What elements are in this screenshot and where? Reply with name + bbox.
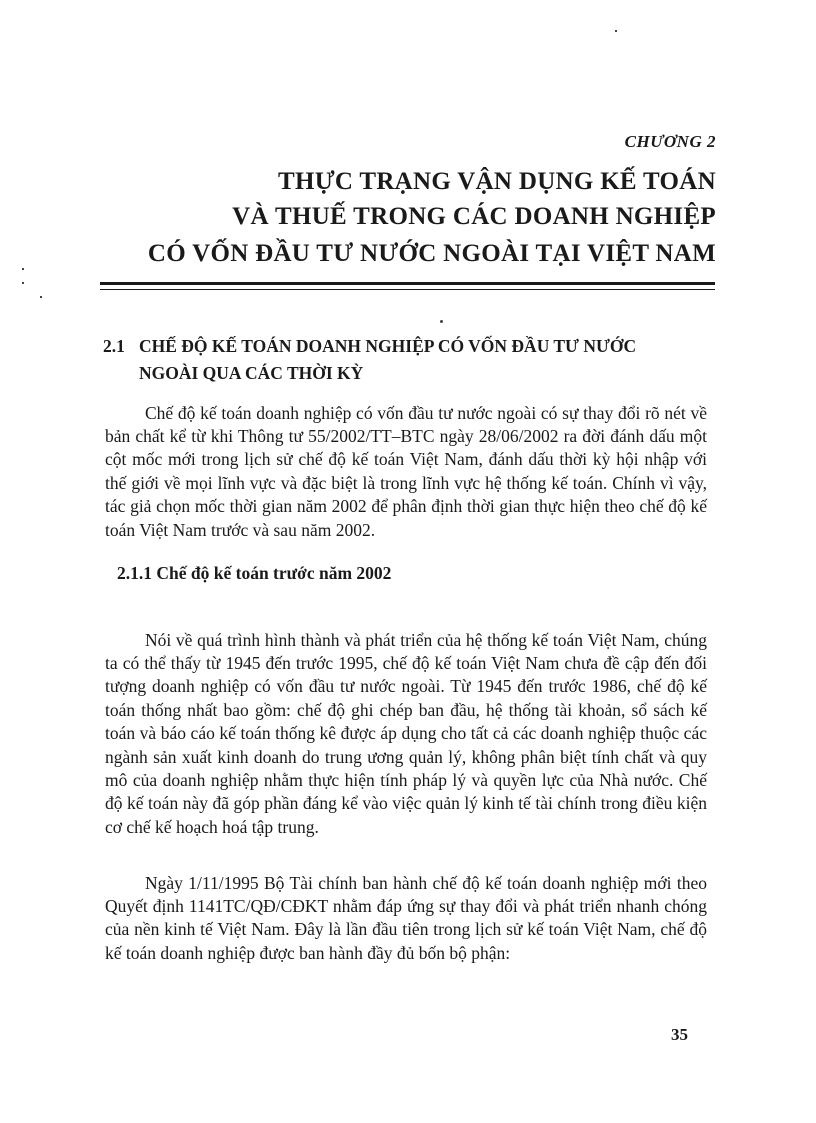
- scan-speck: [22, 268, 24, 270]
- title-underline-thin: [100, 289, 715, 290]
- title-underline-thick: [100, 282, 715, 285]
- section-heading: [103, 333, 723, 387]
- section-heading-line-1: [103, 333, 723, 360]
- chapter-title-line-1: THỰC TRẠNG VẬN DỤNG KẾ TOÁN: [277, 168, 716, 195]
- chapter-title-line-3: CÓ VỐN ĐẦU TƯ NƯỚC NGOÀI TẠI VIỆT NAM: [147, 240, 716, 267]
- paragraph-history: Nói về quá trình hình thành và phát triển của hệ thống kế toán Việt Nam, chúng ta có thể thấy từ 1945 đến trước 1995, chế độ kế toán Việt Nam chưa đề cập đến đối tượng doanh nghiệp có vốn đầu tư nước ngoài. Từ 1945 đến trước 1986, chế độ kế toán thống nhất bao gồm: chế độ ghi chép ban đầu, hệ thống tài khoản, sổ sách kế toán và báo cáo kế toán thống kê được áp dụng cho tất cả các doanh nghiệp thuộc các ngành sản xuất kinh doanh do trung ương quản lý, không phân biệt tính chất và quy mô của doanh nghiệp nhằm thực hiện tính pháp lý và quyền lực của Nhà nước. Chế độ kế toán này đã góp phần đáng kể vào việc quản lý kinh tế tài chính trong điều kiện cơ chế kế hoạch hoá tập trung.: [105, 629, 707, 837]
- subsection-heading: 2.1.1 Chế độ kế toán trước năm 2002: [117, 563, 392, 583]
- scan-speck: [22, 282, 24, 284]
- scan-speck: [440, 320, 443, 323]
- paragraph-intro: Chế độ kế toán doanh nghiệp có vốn đầu tư nước ngoài có sự thay đổi rõ nét về bản chất kể từ khi Thông tư 55/2002/TT–BTC ngày 28/06/2002 ra đời đánh dấu một cột mốc mới trong lịch sử chế độ kế toán Việt Nam, đánh dấu thời kỳ hội nhập với thế giới về mọi lĩnh vực và đặc biệt là trong lĩnh vực hệ thống kế toán. Chính vì vậy, tác giả chọn mốc thời gian năm 2002 để phân định thời gian thực hiện theo chế độ kế toán Việt Nam trước và sau năm 2002.: [105, 402, 707, 540]
- section-title-line-2: NGOÀI QUA CÁC THỜI KỲ: [139, 363, 364, 383]
- chapter-label: CHƯƠNG 2: [624, 132, 716, 151]
- scan-speck: [615, 30, 617, 32]
- section-title-line-1: CHẾ ĐỘ KẾ TOÁN DOANH NGHIỆP CÓ VỐN ĐẦU TƯ NƯỚC: [139, 336, 637, 356]
- chapter-title-line-2: VÀ THUẾ TRONG CÁC DOANH NGHIỆP: [232, 203, 716, 230]
- section-number: 2.1: [103, 336, 125, 356]
- paragraph-1995: Ngày 1/11/1995 Bộ Tài chính ban hành chế độ kế toán doanh nghiệp mới theo Quyết định 1141TC/QĐ/CĐKT nhằm đáp ứng sự thay đổi và phát triển nhanh chóng của nền kinh tế Việt Nam. Đây là lần đầu tiên trong lịch sử kế toán Việt Nam, chế độ kế toán doanh nghiệp được ban hành đầy đủ bốn bộ phận:: [105, 872, 707, 963]
- page-number: 35: [671, 1025, 688, 1044]
- scan-speck: [40, 296, 42, 298]
